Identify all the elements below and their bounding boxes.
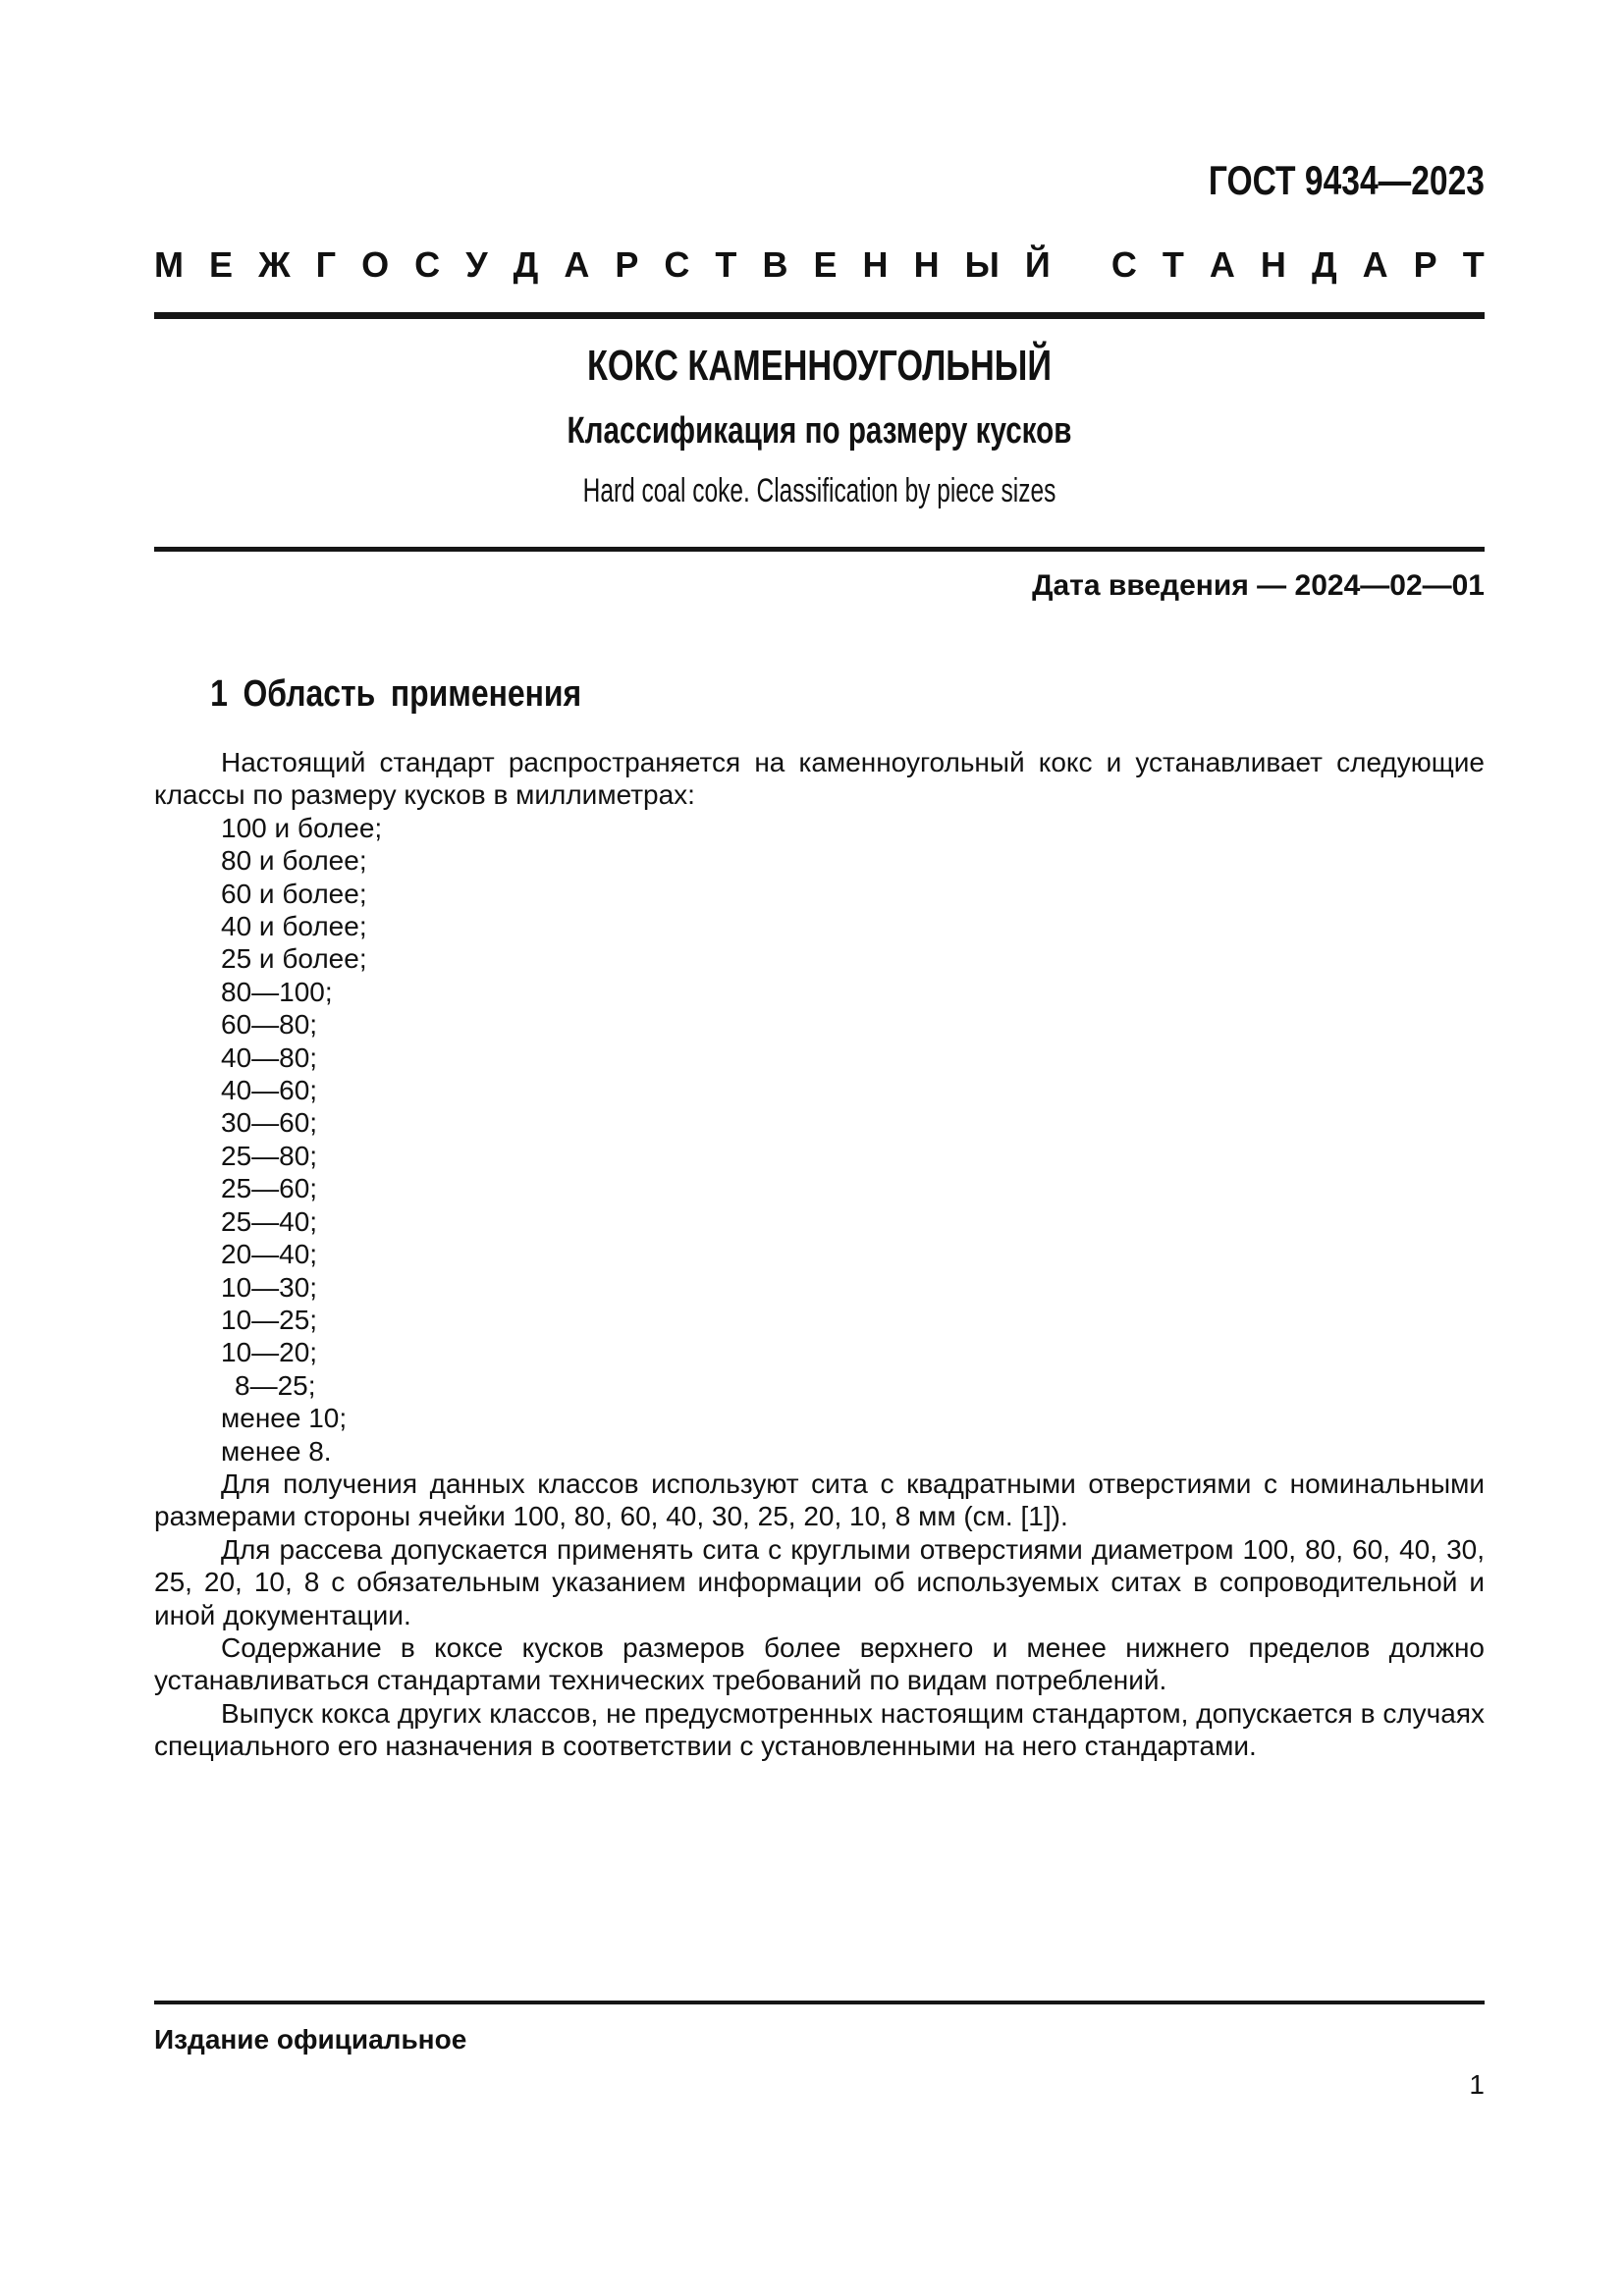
size-class-item: 25—60; — [221, 1173, 318, 1204]
size-class-item: 100 и более; — [221, 812, 383, 843]
size-class-item: 30—60; — [221, 1107, 318, 1139]
standard-type-heading: М Е Ж Г О С У Д А Р С Т В Е Н Н Ы Й С Т А Н Д А Р Т — [154, 244, 1485, 285]
size-class-item: 25—40; — [221, 1205, 318, 1237]
document-code: ГОСТ 9434—2023 — [1208, 157, 1485, 203]
document-subtitle-ru: Классификация по размеру кусков — [567, 410, 1072, 452]
size-class-item: менее 10; — [221, 1403, 348, 1434]
size-class-item: 10—30; — [221, 1271, 318, 1303]
document-title-en: Hard coal coke. Classification by piece sizes — [582, 472, 1056, 509]
title-block-rule — [154, 547, 1485, 552]
intro-paragraph: Настоящий стандарт распространяется на каменноугольный кокс и устанавливает следующие классы по размеру кусков в миллиметрах: — [154, 747, 1485, 811]
body-paragraph: Для рассева допускается применять сита с круглыми отверстиями диаметром 100, 80, 60, 40, 30, 25, 20, 10, 8 с обязательным указанием информации об используемых ситах в сопроводительной и иной документации. — [154, 1533, 1485, 1630]
section-heading: 1 Область применения — [210, 673, 582, 715]
size-class-item: 80 и более; — [221, 845, 367, 877]
size-class-item: 25 и более; — [221, 943, 367, 975]
section-body — [154, 746, 1485, 1763]
size-class-item: 8—25; — [235, 1369, 316, 1401]
size-class-item: 25—80; — [221, 1140, 318, 1171]
size-class-list — [154, 812, 1485, 1468]
size-class-item: 40—60; — [221, 1075, 318, 1106]
size-class-item: 80—100; — [221, 976, 333, 1007]
page-number: 1 — [1469, 2069, 1485, 2100]
size-class-item: 20—40; — [221, 1239, 318, 1270]
body-paragraph: Содержание в коксе кусков размеров более верхнего и менее нижнего пределов должно устанавливаться стандартами технических требований по видам потреблений. — [154, 1631, 1485, 1696]
body-paragraph: Выпуск кокса других классов, не предусмотренных настоящим стандартом, допускается в случаях специального его назначения в соответствии с установленными на него стандартами. — [154, 1697, 1485, 1762]
body-paragraph: Для получения данных классов используют сита с квадратными отверстиями с номинальными размерами стороны ячейки 100, 80, 60, 40, 30, 25, 20, 10, 8 мм (см. [1]). — [154, 1468, 1485, 1532]
document-title-ru: КОКС КАМЕННОУГОЛЬНЫЙ — [586, 342, 1053, 390]
footer-rule — [154, 2001, 1485, 2004]
edition-note: Издание официальное — [154, 2024, 467, 2055]
size-class-item: 40 и более; — [221, 911, 367, 942]
size-class-item: 60—80; — [221, 1009, 318, 1041]
header-rule — [154, 312, 1485, 319]
size-class-item: 40—80; — [221, 1041, 318, 1073]
effective-date: Дата введения — 2024—02—01 — [1032, 569, 1485, 602]
size-class-item: 10—25; — [221, 1304, 318, 1335]
size-class-item: 10—20; — [221, 1337, 318, 1368]
size-class-item: 60 и более; — [221, 878, 367, 909]
size-class-item: менее 8. — [221, 1435, 332, 1467]
